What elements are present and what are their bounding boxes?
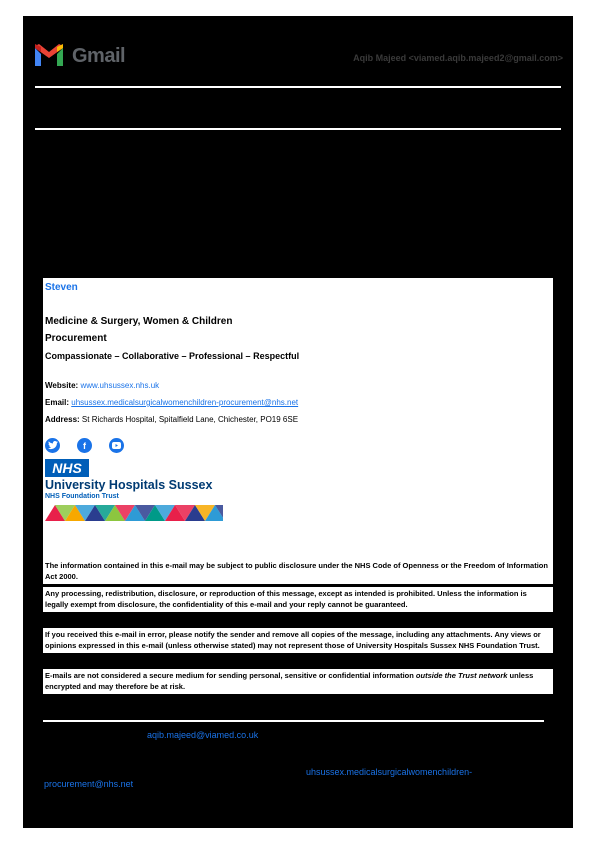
organisation-name: University Hospitals Sussex	[45, 478, 213, 492]
security-text-end: unless encrypted and may therefore be at risk.	[45, 671, 534, 691]
email-link[interactable]: uhsussex.medicalsurgicalwomenchildren-procurement@nhs.net	[71, 398, 299, 407]
subject-divider	[35, 128, 561, 130]
email-label: Email:	[45, 398, 70, 407]
disclaimer-security	[43, 669, 553, 694]
email-signature	[43, 278, 553, 568]
gmail-logo-icon	[33, 44, 65, 68]
security-text-italic: outside the Trust network	[415, 671, 508, 680]
footer-procurement-link-part1[interactable]: uhsussex.medicalsurgicalwomenchildren-	[306, 767, 473, 777]
header-divider	[35, 86, 561, 88]
website-line	[45, 377, 551, 394]
footer-divider	[43, 720, 544, 722]
disclaimer-disclosure: The information contained in this e-mail may be subject to public disclosure under the NHS Code of Openness or the Freedom of Information Act 2000.	[43, 559, 553, 584]
sender-address: Aqib Majeed <viamed.aqib.majeed2@gmail.com>	[353, 53, 563, 63]
disclaimer-error: If you received this e-mail in error, please notify the sender and remove all copies of the message, including any attachments. Any views or opinions expressed in this e-mail (unless otherwise stated) may not represent those of University Hospitals Sussex NHS Foundation Trust.	[43, 628, 553, 653]
address-line	[45, 411, 551, 428]
footer-procurement-link-part2[interactable]: procurement@nhs.net	[44, 779, 134, 789]
gmail-header	[33, 44, 563, 70]
address-text: St Richards Hospital, Spitalfield Lane, Chichester, PO19 6SE	[81, 415, 299, 424]
disclaimer-processing: Any processing, redistribution, disclosure, or reproduction of this message, except as intended is prohibited. Unless the information is legally exempt from disclosure, the confidentiality of this e-mail and your reply cannot be guaranteed.	[43, 587, 553, 612]
signature-department	[45, 313, 551, 347]
email-page	[23, 16, 573, 828]
decorative-triangle-strip	[45, 505, 223, 521]
website-label: Website:	[45, 381, 79, 390]
social-links	[45, 438, 551, 453]
security-text-start: E-mails are not considered a secure medium for sending personal, sensitive or confidential information	[45, 671, 416, 680]
footer-email-link[interactable]: aqib.majeed@viamed.co.uk	[147, 730, 259, 740]
address-label: Address:	[45, 415, 80, 424]
youtube-icon[interactable]	[109, 438, 124, 453]
nhs-logo: NHS	[45, 459, 89, 477]
gmail-wordmark: Gmail	[72, 45, 126, 67]
trust-name: NHS Foundation Trust	[45, 493, 119, 500]
email-line	[45, 394, 551, 411]
website-link[interactable]: www.uhsussex.nhs.uk	[80, 381, 160, 390]
twitter-icon[interactable]	[45, 438, 60, 453]
signature-name: Steven	[45, 282, 78, 293]
team-name: Procurement	[45, 333, 107, 344]
department-name: Medicine & Surgery, Women & Children	[45, 316, 233, 327]
trust-values: Compassionate – Collaborative – Professional – Respectful	[45, 351, 300, 361]
facebook-icon[interactable]: f	[77, 438, 92, 453]
